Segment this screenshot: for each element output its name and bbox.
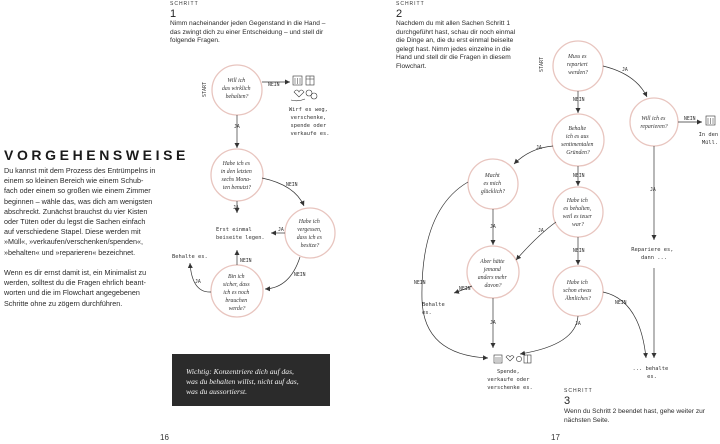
question-line: es behalten, bbox=[563, 206, 592, 212]
branch-label-nein: NEIN bbox=[573, 249, 585, 254]
question-line: Macht bbox=[484, 173, 500, 179]
branch-label-nein: NEIN bbox=[615, 301, 627, 306]
body-line: »Müll«, »verkaufen/verschenken/spenden«, bbox=[4, 237, 144, 247]
step2-label: SCHRITT bbox=[396, 1, 425, 7]
question-line: Habe ich bbox=[298, 219, 320, 225]
body-line: Du kannst mit dem Prozess des Entrümpelns in bbox=[4, 166, 156, 175]
outcome-wirf bbox=[289, 107, 331, 137]
question-line: werden? bbox=[568, 70, 588, 76]
section-heading: VORGEHENSWEISE bbox=[4, 147, 189, 163]
body-line: abschreckt. Zunächst brauchst du vier Kisten bbox=[4, 206, 148, 216]
outcome-behalte bbox=[422, 302, 448, 316]
outcome-line: beiseite legen. bbox=[216, 235, 265, 241]
question-line: sentimentalen bbox=[561, 142, 594, 148]
gift-icon bbox=[524, 355, 531, 363]
intro-line: folgende Fragen. bbox=[170, 37, 220, 45]
step3-label: SCHRITT bbox=[564, 388, 593, 394]
question-line: Habe ich es bbox=[222, 161, 250, 167]
question-line: ich es aus bbox=[565, 134, 589, 140]
question-line: davon? bbox=[484, 283, 502, 289]
question-line: sechs Mona- bbox=[221, 177, 252, 183]
outcome-line: spende oder bbox=[290, 123, 327, 129]
branch-label-ja: JA bbox=[575, 322, 581, 327]
question-line: Ähnliches? bbox=[565, 296, 591, 302]
question-circle bbox=[553, 187, 603, 237]
outcome-line: verkaufe es. bbox=[290, 131, 330, 137]
question-r3 bbox=[561, 126, 595, 156]
step2-number: 2 bbox=[396, 8, 403, 20]
question-line: Will ich bbox=[227, 78, 246, 84]
arrow-connector bbox=[514, 146, 553, 164]
body-line: fach oder einem so großen wie einem Zimmer bbox=[4, 186, 151, 196]
arrow-connector bbox=[262, 178, 304, 206]
question-r2 bbox=[640, 116, 667, 130]
body-line: Schritte ohne zu zögern durchführen. bbox=[4, 298, 123, 308]
question-line: anders mehr bbox=[477, 275, 507, 281]
question-line: war? bbox=[572, 222, 584, 228]
question-line: repariert bbox=[566, 62, 588, 68]
question-q3 bbox=[297, 219, 324, 249]
outcome-line: Erst einmal bbox=[216, 227, 252, 233]
branch-label-nein: NEIN bbox=[459, 287, 471, 292]
question-line: vergessen, bbox=[297, 227, 322, 233]
branch-label-ja: JA bbox=[622, 68, 628, 73]
question-line: Will ich es bbox=[641, 116, 666, 122]
hand-heart-icon bbox=[506, 356, 514, 362]
branch-label-nein: NEIN bbox=[573, 98, 585, 103]
arrow-connector bbox=[190, 263, 211, 292]
branch-label-ja: JA bbox=[490, 321, 496, 326]
question-line: schon etwas bbox=[563, 288, 592, 294]
intro-line: Flowchart. bbox=[396, 62, 427, 70]
branch-label-ja: JA bbox=[234, 125, 240, 130]
question-line: werde? bbox=[228, 306, 246, 312]
outcome-line: es. bbox=[647, 374, 657, 380]
outcome-erst bbox=[216, 227, 265, 241]
branch-label-nein: NEIN bbox=[268, 83, 280, 88]
outcome-line: dann ... bbox=[641, 255, 667, 261]
outcome-muell bbox=[699, 132, 720, 146]
question-line: brauchen bbox=[225, 298, 248, 304]
outcome-line: ... behalte bbox=[632, 366, 669, 372]
arrow-connector bbox=[516, 222, 556, 260]
question-line: weil es teuer bbox=[562, 214, 592, 220]
body-line: Wenn es dir ernst damit ist, ein Minimalist zu bbox=[4, 268, 147, 277]
flow-start-label: START bbox=[539, 56, 545, 72]
outcome-line: verkaufe oder bbox=[487, 377, 530, 383]
branch-label-ja: JA bbox=[195, 280, 201, 285]
tip-line: Wichtig: Konzentriere dich auf das, bbox=[186, 367, 294, 376]
question-line: jemand bbox=[483, 267, 501, 273]
branch-label-nein: NEIN bbox=[684, 117, 696, 122]
body-line: »behalten« und »reparieren« bezeichnet. bbox=[4, 247, 136, 257]
step1-label: SCHRITT bbox=[170, 1, 199, 7]
step3-number: 3 bbox=[564, 395, 571, 407]
body-line: oder Tüten oder du legst die Sachen einfach bbox=[4, 217, 146, 227]
intro-line: die Dinge an, die du erst einmal beiseite bbox=[396, 37, 514, 45]
flow-start-label: START bbox=[202, 81, 208, 97]
body-line: auf verschiedene Stapel. Diese werden mit bbox=[4, 227, 141, 237]
page-number-right: 17 bbox=[551, 433, 560, 442]
question-r1 bbox=[567, 54, 589, 76]
question-line: Bin ich bbox=[227, 274, 245, 280]
coins-icon bbox=[306, 90, 317, 99]
flowchart-step2 bbox=[360, 0, 720, 444]
intro-line: durchgeführt hast, schau dir noch einmal bbox=[396, 28, 516, 36]
body-line: werden, solltest du die Fragen ehrlich beant- bbox=[4, 278, 146, 288]
intro-line: Nimm nacheinander jeden Gegenstand in die Hand – bbox=[170, 20, 326, 27]
page-number-left: 16 bbox=[160, 433, 169, 442]
outcome-line: Müll. bbox=[701, 140, 719, 146]
question-line: Habe ich bbox=[566, 280, 588, 286]
intro-line: das zwingt dich zu einer Entscheidung – und stell dir bbox=[170, 28, 324, 36]
trash-icon bbox=[494, 355, 502, 363]
outcome-line: verschenke, bbox=[290, 115, 327, 121]
question-line: besitze? bbox=[300, 243, 320, 249]
outcome-behalte2 bbox=[633, 366, 672, 380]
question-line: das wirklich bbox=[222, 86, 251, 92]
question-line: Habe ich bbox=[566, 198, 588, 204]
question-line: ich es noch bbox=[223, 290, 250, 296]
body-line: worten und die im Flowchart angegebenen bbox=[4, 288, 140, 298]
outcome-behalte: Behalte es. bbox=[172, 254, 208, 260]
branch-label-nein: NEIN bbox=[414, 281, 426, 286]
branch-label-ja: JA bbox=[650, 188, 656, 193]
question-q2 bbox=[221, 161, 253, 191]
question-line: Behalte bbox=[568, 126, 587, 132]
outcome-line: Behalte bbox=[422, 302, 445, 308]
question-line: es mich bbox=[483, 181, 502, 187]
outcome-repariere bbox=[631, 247, 676, 261]
intro-line: Nachdem du mit allen Sachen Schritt 1 bbox=[396, 20, 510, 27]
coins-icon bbox=[516, 356, 521, 361]
outro-line: Wenn du Schritt 2 beendet hast, gehe weiter zur bbox=[564, 408, 705, 415]
intro-line: Hand und stell dir die Fragen in diesem bbox=[396, 54, 511, 62]
question-q1 bbox=[222, 78, 252, 100]
right-page bbox=[360, 0, 720, 444]
question-line: reparieren? bbox=[640, 124, 668, 130]
branch-label-nein: NEIN bbox=[294, 273, 306, 278]
outcome-line: es. bbox=[422, 310, 432, 316]
outcome-line: Repariere es, bbox=[631, 247, 674, 253]
arrow-connector bbox=[520, 316, 578, 354]
question-r7 bbox=[563, 280, 593, 302]
branch-label-ja: JA bbox=[490, 225, 496, 230]
outcome-line: Wirf es weg, bbox=[288, 107, 328, 113]
outcome-line: Spende, bbox=[497, 369, 520, 375]
step1-number: 1 bbox=[170, 8, 177, 20]
gift-icon bbox=[306, 76, 314, 85]
trash-icon bbox=[293, 76, 302, 85]
question-line: glücklich? bbox=[480, 189, 506, 195]
question-line: ten benutzt? bbox=[222, 185, 252, 191]
question-line: Gründen? bbox=[566, 150, 590, 156]
question-line: dass ich es bbox=[296, 235, 322, 241]
outcome-line: verschenke es. bbox=[487, 385, 533, 391]
outro-line: nächsten Seite. bbox=[564, 416, 610, 424]
question-circle bbox=[552, 114, 604, 166]
branch-label-nein: NEIN bbox=[573, 174, 585, 179]
tip-line: was du behalten willst, nicht auf das, bbox=[186, 377, 299, 387]
body-line: einem so kleinen Bereich wie einem Schub- bbox=[4, 176, 144, 186]
question-line: behalten? bbox=[225, 94, 249, 100]
question-r6 bbox=[478, 259, 509, 289]
branch-label-ja: JA bbox=[233, 206, 239, 211]
arrow-connector bbox=[422, 182, 488, 358]
question-line: in den letzten bbox=[220, 169, 252, 175]
branch-label-ja: JA bbox=[536, 146, 542, 151]
question-r5 bbox=[563, 198, 594, 228]
body-line: beginnen – wähle das, was dich am wenigsten bbox=[4, 196, 153, 206]
intro-line: gelegt hast. Nimm jedes einzelne in die bbox=[396, 45, 511, 53]
question-line: sicher, dass bbox=[222, 282, 250, 288]
branch-label-nein: NEIN bbox=[240, 259, 252, 264]
question-q4 bbox=[223, 274, 251, 312]
outcome-line: In den bbox=[698, 132, 719, 138]
hand-heart-icon bbox=[291, 90, 305, 101]
question-circle bbox=[211, 149, 263, 201]
outcome-spende bbox=[487, 369, 532, 391]
question-line: Aber hätte bbox=[480, 259, 505, 265]
question-circle bbox=[285, 208, 335, 258]
branch-label-ja: JA bbox=[278, 228, 284, 233]
branch-label-ja: JA bbox=[538, 229, 544, 234]
question-r4 bbox=[481, 173, 505, 195]
question-circle bbox=[630, 98, 678, 146]
trash-icon bbox=[706, 116, 715, 125]
question-line: Muss es bbox=[568, 54, 587, 60]
tip-line: was du aussortierst. bbox=[186, 387, 247, 397]
branch-label-nein: NEIN bbox=[286, 183, 298, 188]
